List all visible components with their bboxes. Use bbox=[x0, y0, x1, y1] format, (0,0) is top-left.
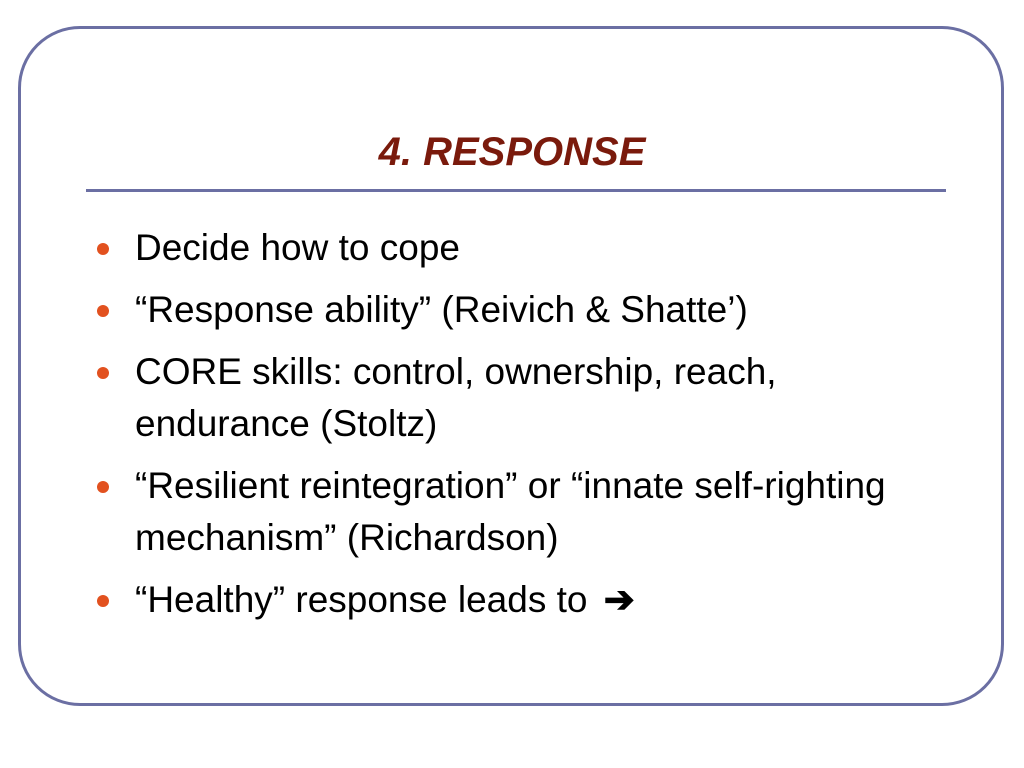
bullet-list bbox=[92, 222, 942, 636]
bullet-item bbox=[92, 460, 942, 564]
bullet-text: “Response ability” (Reivich & Shatte’) bbox=[135, 289, 748, 330]
title-divider bbox=[86, 189, 946, 192]
bullet-dot-icon bbox=[97, 305, 109, 317]
right-arrow-icon: ➔ bbox=[603, 579, 635, 620]
bullet-text: “Healthy” response leads to bbox=[135, 579, 588, 620]
bullet-dot-icon bbox=[97, 367, 109, 379]
bullet-dot-icon bbox=[97, 595, 109, 607]
bullet-text: Decide how to cope bbox=[135, 227, 460, 268]
bullet-text: CORE skills: control, ownership, reach, endurance (Stoltz) bbox=[135, 351, 777, 444]
slide-title: 4. RESPONSE bbox=[378, 130, 646, 174]
bullet-dot-icon bbox=[97, 481, 109, 493]
bullet-text: “Resilient reintegration” or “innate self-righting mechanism” (Richardson) bbox=[135, 465, 886, 558]
bullet-item bbox=[92, 346, 942, 450]
bullet-item bbox=[92, 284, 942, 336]
bullet-dot-icon bbox=[97, 243, 109, 255]
bullet-item bbox=[92, 222, 942, 274]
bullet-item bbox=[92, 574, 942, 626]
